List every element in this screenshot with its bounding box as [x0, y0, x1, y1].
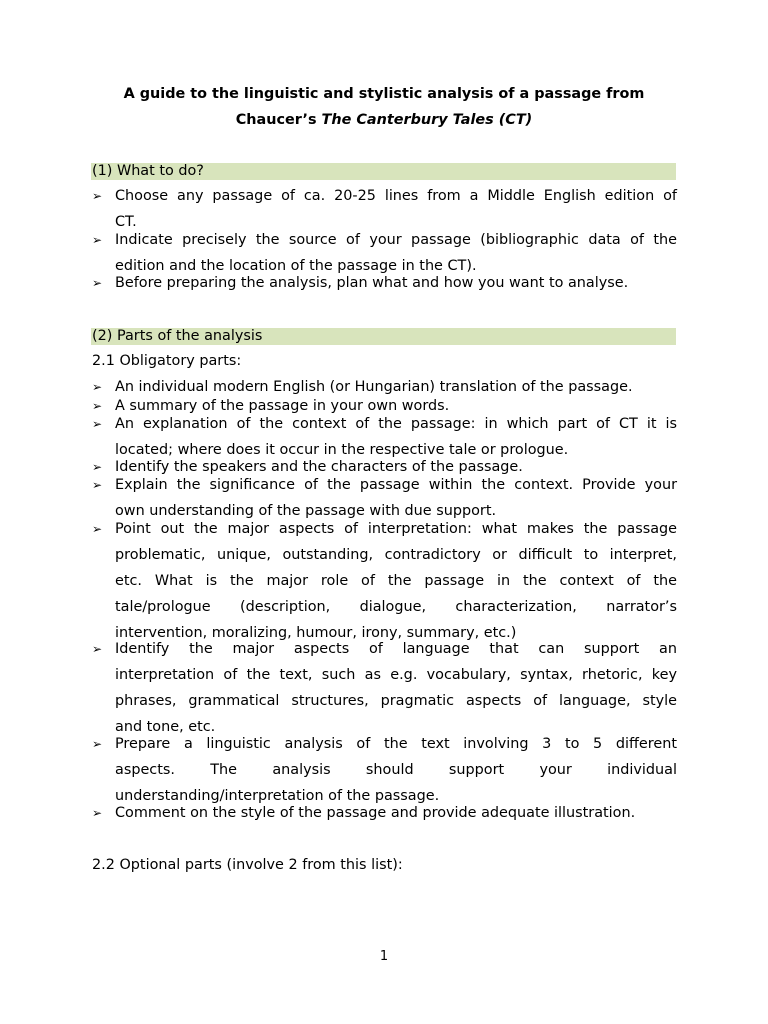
bullet-arrow-icon: ➢ [92, 380, 103, 394]
document-title-line-2 [0, 110, 768, 130]
document-title-line-1: A guide to the linguistic and stylistic analysis of a passage from [123, 86, 645, 102]
bullet-text-line: CT. [115, 214, 137, 230]
bullet-text-line: understanding/interpretation of the passage. [115, 788, 440, 804]
bullet-text-line: Before preparing the analysis, plan what and how you want to analyse. [115, 275, 629, 291]
bullet-text-line: Comment on the style of the passage and provide adequate illustration. [115, 805, 636, 821]
bullet-text-line: edition and the location of the passage in the CT). [115, 258, 477, 274]
bullet-arrow-icon: ➢ [92, 399, 103, 413]
bullet-text-line: An individual modern English (or Hungarian) translation of the passage. [115, 379, 633, 395]
bullet-text-line: own understanding of the passage with due support. [115, 503, 497, 519]
bullet-arrow-icon: ➢ [92, 478, 103, 492]
bullet-arrow-icon: ➢ [92, 806, 103, 820]
bullet-text-line: An explanation of the context of the passage: in which part of CT it is [115, 416, 677, 432]
bullet-text-line: A summary of the passage in your own words. [115, 398, 450, 414]
page-number: 1 [379, 949, 389, 964]
optional-parts-subheading: 2.2 Optional parts (involve 2 from this list): [92, 857, 403, 873]
bullet-arrow-icon: ➢ [92, 460, 103, 474]
bullet-arrow-icon: ➢ [92, 233, 103, 247]
bullet-text-line: located; where does it occur in the respective tale or prologue. [115, 442, 569, 458]
bullet-text-line: Identify the speakers and the characters of the passage. [115, 459, 523, 475]
bullet-text-line: Explain the significance of the passage within the context. Provide your [115, 477, 677, 493]
bullet-text-line: problematic, unique, outstanding, contradictory or difficult to interpret, [115, 547, 677, 563]
bullet-text-line: intervention, moralizing, humour, irony, summary, etc.) [115, 625, 517, 641]
obligatory-parts-subheading: 2.1 Obligatory parts: [92, 353, 242, 369]
bullet-arrow-icon: ➢ [92, 522, 103, 536]
bullet-text-line: and tone, etc. [115, 719, 216, 735]
bullet-text-line: phrases, grammatical structures, pragmatic aspects of language, style [115, 693, 677, 709]
bullet-text-line: Identify the major aspects of language that can support an [115, 641, 677, 657]
bullet-arrow-icon: ➢ [92, 642, 103, 656]
bullet-arrow-icon: ➢ [92, 276, 103, 290]
bullet-text-line: Indicate precisely the source of your passage (bibliographic data of the [115, 232, 677, 248]
bullet-text-line: interpretation of the text, such as e.g. vocabulary, syntax, rhetoric, key [115, 667, 677, 683]
section-1-heading: (1) What to do? [91, 163, 676, 180]
bullet-arrow-icon: ➢ [92, 417, 103, 431]
bullet-arrow-icon: ➢ [92, 737, 103, 751]
bullet-arrow-icon: ➢ [92, 189, 103, 203]
bullet-text-line: Prepare a linguistic analysis of the text involving 3 to 5 different [115, 736, 677, 752]
bullet-text-line: tale/prologue (description, dialogue, characterization, narrator’s [115, 599, 677, 615]
bullet-text-line: Choose any passage of ca. 20-25 lines from a Middle English edition of [115, 188, 677, 204]
bullet-text-line: aspects. The analysis should support your individual [115, 762, 677, 778]
bullet-text-line: Point out the major aspects of interpretation: what makes the passage [115, 521, 677, 537]
section-2-heading: (2) Parts of the analysis [91, 328, 676, 345]
bullet-text-line: etc. What is the major role of the passage in the context of the [115, 573, 677, 589]
title-italic-work: The Canterbury Tales (CT) [321, 112, 533, 128]
title-prefix: Chaucer’s [235, 112, 322, 128]
